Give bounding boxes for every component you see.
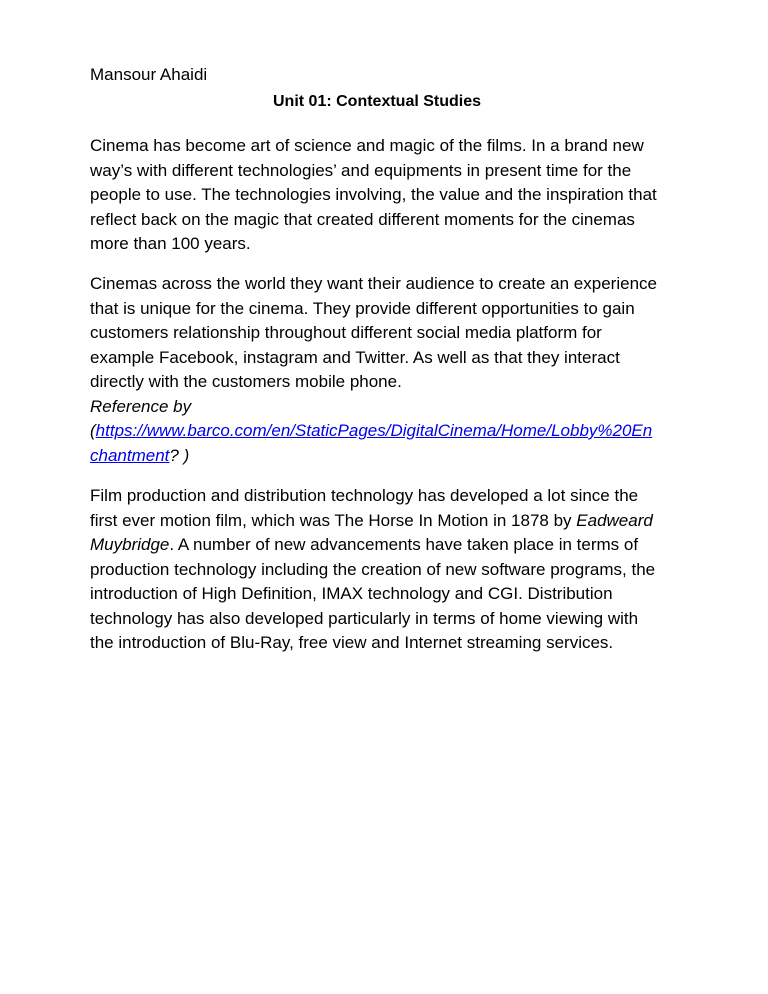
paragraph-line: way’s with different technologies’ and equipments in present time for the (90, 160, 632, 180)
paragraph-line: that is unique for the cinema. They provide different opportunities to gain (90, 298, 635, 318)
paragraph-line: the introduction of Blu-Ray, free view and Internet streaming services. (90, 633, 614, 652)
document-title: Unit 01: Contextual Studies (273, 93, 482, 110)
paragraph-line: Cinemas across the world they want their audience to create an experience (90, 274, 657, 293)
paragraph-line: customers relationship throughout different social media platform for (90, 323, 602, 342)
paragraph-technology (90, 484, 690, 656)
name-italic: Muybridge (90, 535, 170, 554)
reference-close: ? ) (169, 445, 190, 465)
paragraph-line: Cinema has become art of science and magic of the films. In a brand new (90, 136, 644, 155)
paragraph-line (90, 509, 690, 534)
paragraph-line: people to use. The technologies involving, the value and the inspiration that (90, 185, 657, 204)
paragraph-line: example Facebook, instagram and Twitter. As well as that they interact (90, 347, 620, 367)
paragraph-line: reflect back on the magic that created different moments for the cinemas (90, 209, 635, 229)
reference-open-paren: ( (90, 421, 96, 440)
paragraph-text: first ever motion film, which was The Horse In Motion in 1878 by (90, 510, 577, 530)
paragraph-text: . A number of new advancements have taken place in terms of (169, 535, 639, 554)
reference-link-continued[interactable]: chantment (90, 445, 170, 465)
paragraph-line (90, 533, 690, 558)
author-name: Mansour Ahaidi (90, 65, 208, 84)
paragraph-line: Film production and distribution technology has developed a lot since the (90, 486, 639, 505)
reference-line-1 (90, 419, 690, 444)
reference-link[interactable]: https://www.barco.com/en/StaticPages/DigitalCinema/Home/Lobby%20En (95, 421, 653, 440)
paragraph-line: production technology including the creation of new software programs, the (90, 559, 656, 579)
reference-line-2 (90, 444, 690, 469)
paragraph-line: more than 100 years. (90, 234, 251, 253)
reference-label: Reference by (90, 396, 192, 416)
paragraph-line: introduction of High Definition, IMAX technology and CGI. Distribution (90, 584, 613, 603)
paragraph-audience (90, 272, 690, 468)
paragraph-intro (90, 134, 690, 257)
paragraph-line: technology has also developed particularly in terms of home viewing with (90, 608, 639, 628)
paragraph-line: directly with the customers mobile phone. (90, 372, 402, 391)
name-italic: Eadweard (576, 510, 653, 530)
